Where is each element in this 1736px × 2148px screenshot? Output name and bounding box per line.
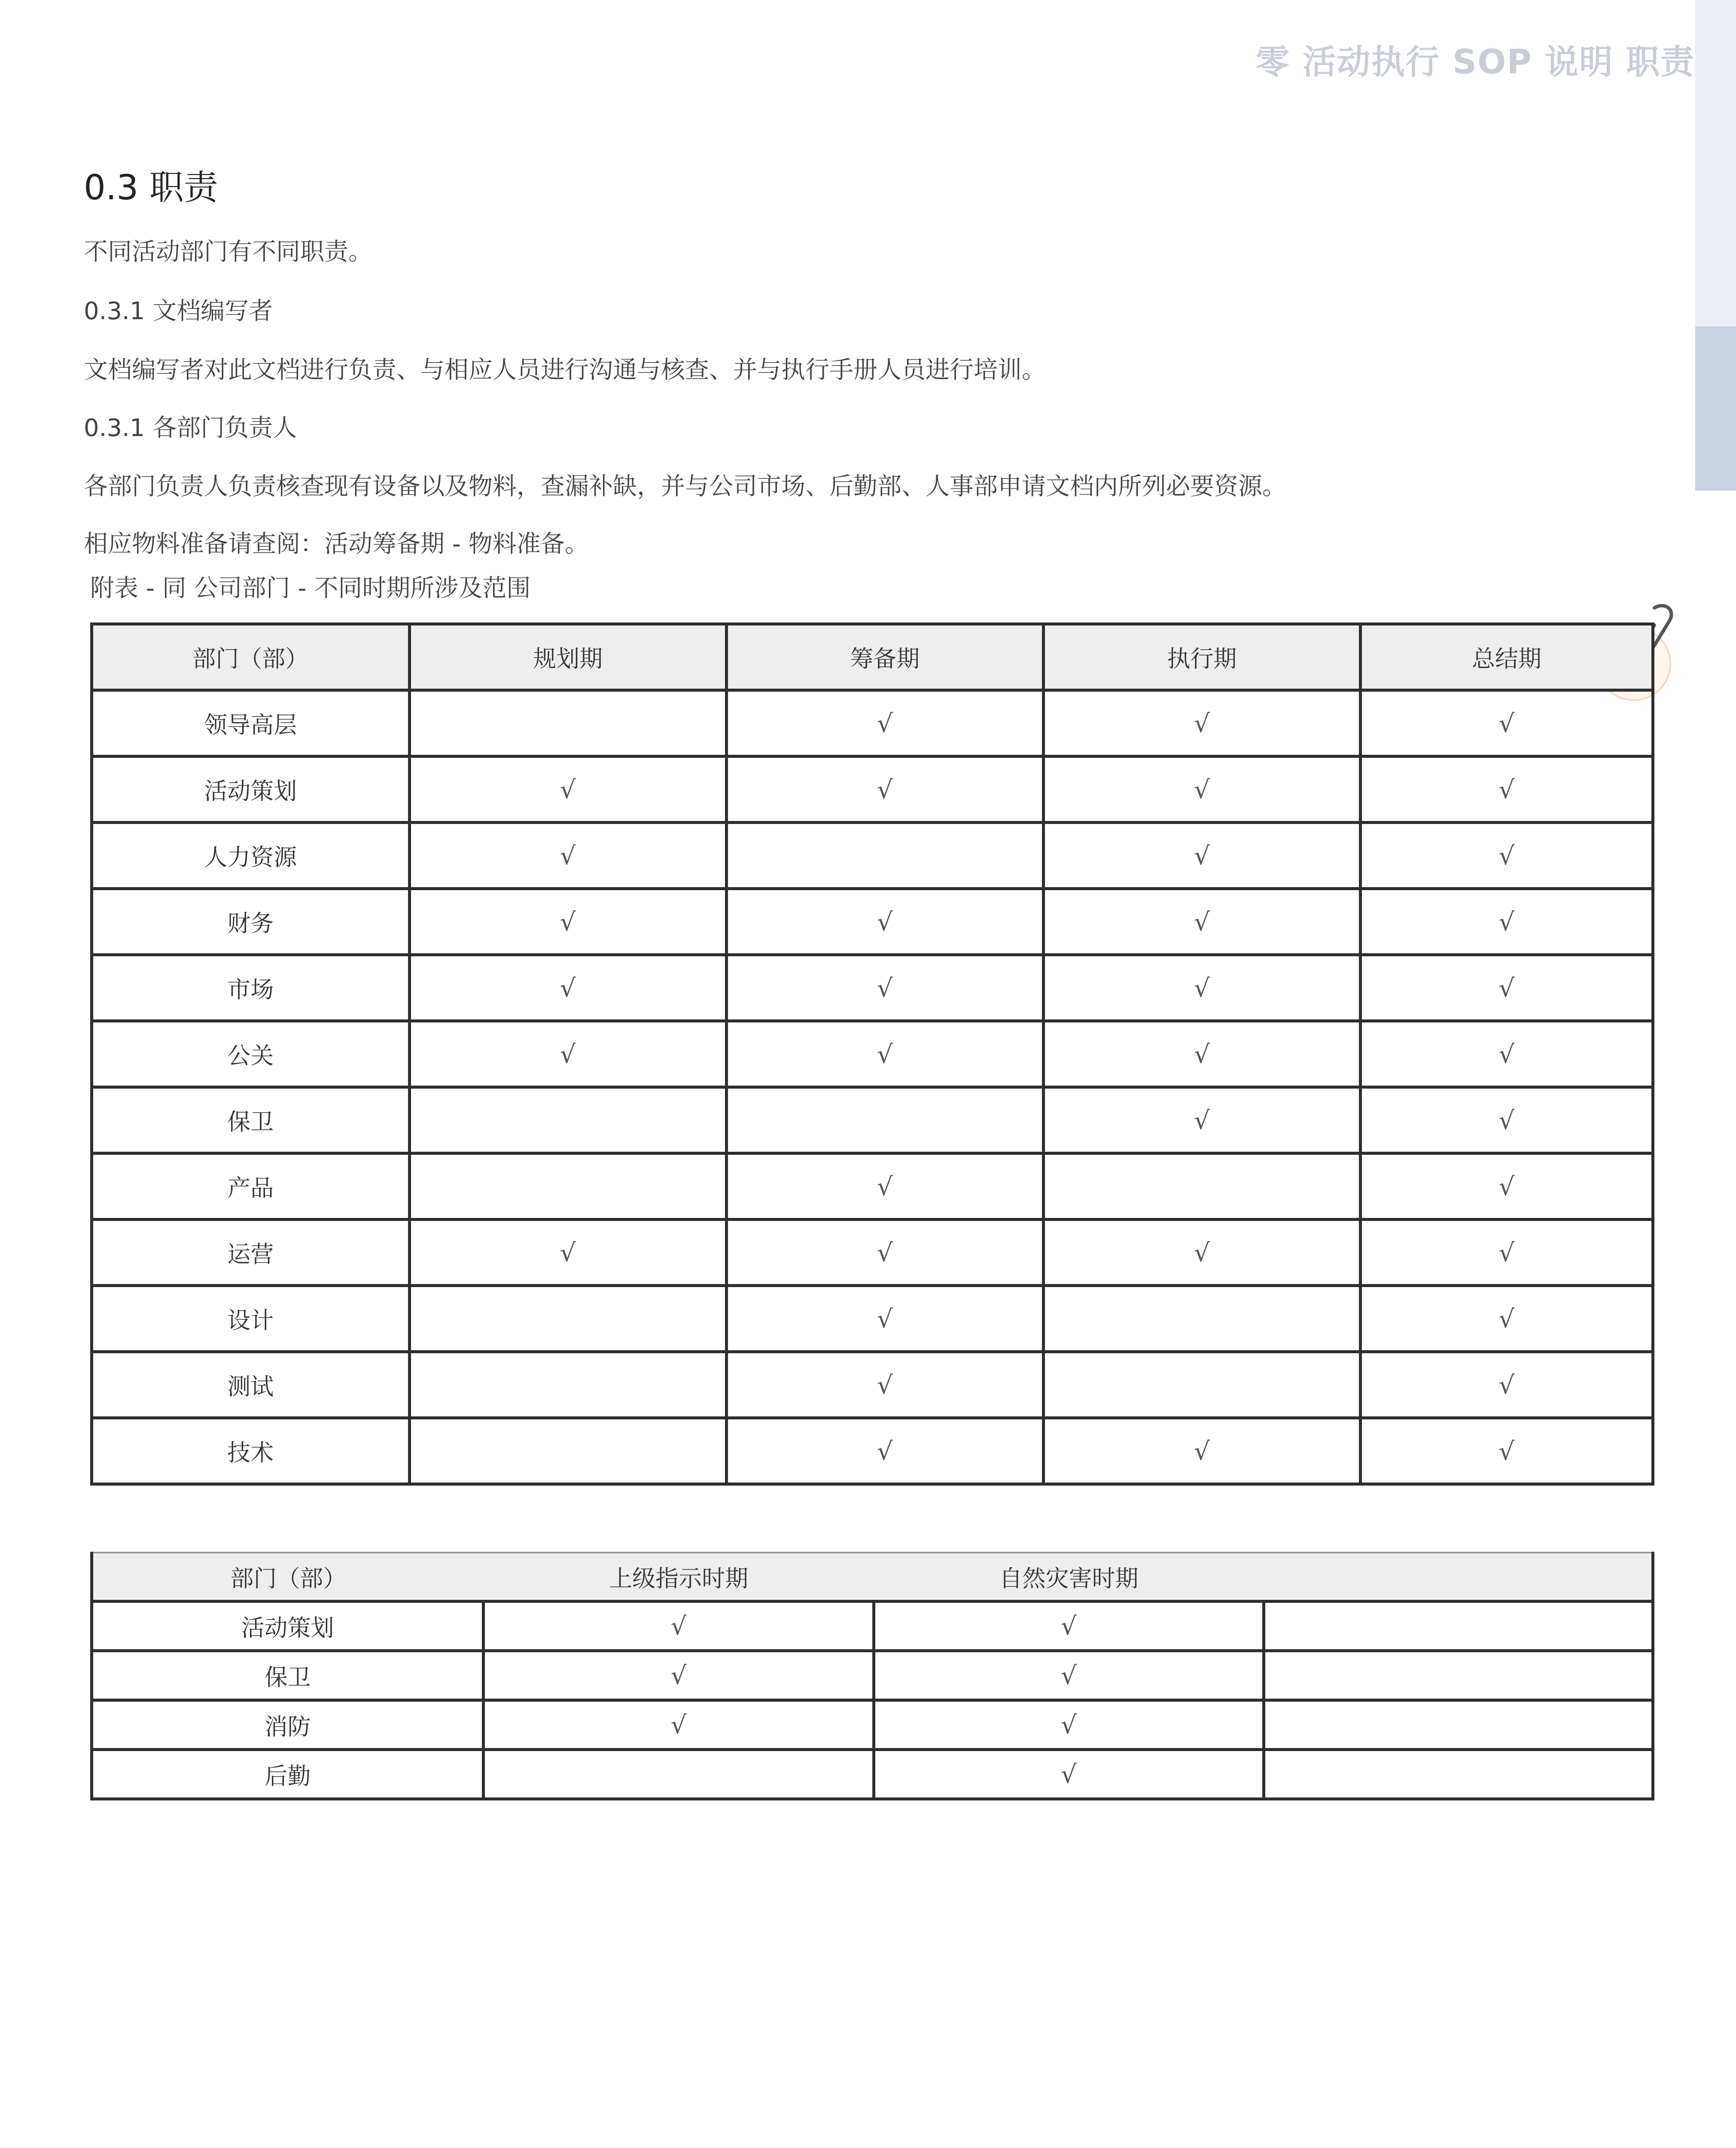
check-cell: √ bbox=[726, 1153, 1043, 1220]
intro-text: 不同活动部门有不同职责。 bbox=[84, 238, 372, 266]
check-cell: √ bbox=[726, 1220, 1043, 1286]
check-cell: √ bbox=[1043, 889, 1360, 955]
column-header bbox=[1264, 1553, 1653, 1602]
check-cell bbox=[1264, 1750, 1653, 1799]
check-cell: √ bbox=[1361, 1418, 1653, 1484]
table-row bbox=[92, 823, 1653, 889]
check-cell: √ bbox=[726, 1021, 1043, 1087]
check-cell bbox=[1043, 1352, 1360, 1418]
table-row bbox=[92, 1651, 1653, 1700]
department-cell: 消防 bbox=[92, 1700, 484, 1750]
check-cell: √ bbox=[1361, 1153, 1653, 1220]
table-row bbox=[92, 1352, 1653, 1418]
column-header: 总结期 bbox=[1361, 624, 1653, 690]
check-cell: √ bbox=[484, 1700, 874, 1750]
table-row bbox=[92, 1220, 1653, 1286]
table-row bbox=[92, 690, 1653, 757]
subsection-text-writer: 文档编写者对此文档进行负责、与相应人员进行沟通与核查、并与执行手册人员进行培训。 bbox=[84, 356, 1046, 384]
column-header: 筹备期 bbox=[726, 624, 1043, 690]
check-cell: √ bbox=[409, 1021, 726, 1087]
check-cell: √ bbox=[1043, 1220, 1360, 1286]
column-header: 上级指示时期 bbox=[484, 1553, 874, 1602]
running-header: 零 活动执行 SOP 说明 职责 bbox=[1255, 43, 1695, 82]
check-cell: √ bbox=[1043, 1087, 1360, 1153]
check-cell: √ bbox=[1361, 1220, 1653, 1286]
column-header: 自然灾害时期 bbox=[874, 1553, 1264, 1602]
check-cell bbox=[1043, 1286, 1360, 1352]
table-row bbox=[92, 757, 1653, 823]
check-cell: √ bbox=[874, 1700, 1264, 1750]
check-cell: √ bbox=[1361, 1087, 1653, 1153]
table-header-row bbox=[92, 1553, 1653, 1602]
check-cell: √ bbox=[409, 1220, 726, 1286]
departments-phases-table bbox=[90, 622, 1654, 1486]
department-cell: 设计 bbox=[92, 1286, 410, 1352]
check-cell: √ bbox=[409, 823, 726, 889]
check-cell: √ bbox=[1043, 690, 1360, 757]
check-cell: √ bbox=[1361, 823, 1653, 889]
check-cell bbox=[726, 1087, 1043, 1153]
side-tab-active bbox=[1695, 326, 1736, 491]
check-cell: √ bbox=[484, 1602, 874, 1651]
table-row bbox=[92, 1700, 1653, 1750]
check-cell bbox=[409, 1418, 726, 1484]
check-cell: √ bbox=[1361, 889, 1653, 955]
section-heading: 0.3 职责 bbox=[84, 168, 218, 207]
table-row bbox=[92, 1750, 1653, 1799]
check-cell: √ bbox=[409, 955, 726, 1021]
check-cell bbox=[409, 1352, 726, 1418]
column-header: 部门（部） bbox=[92, 1553, 484, 1602]
department-cell: 市场 bbox=[92, 955, 410, 1021]
check-cell bbox=[1043, 1153, 1360, 1220]
check-cell: √ bbox=[1043, 1418, 1360, 1484]
check-cell: √ bbox=[1361, 690, 1653, 757]
table-row bbox=[92, 1021, 1653, 1087]
department-cell: 技术 bbox=[92, 1418, 410, 1484]
department-cell: 公关 bbox=[92, 1021, 410, 1087]
column-header: 执行期 bbox=[1043, 624, 1360, 690]
check-cell bbox=[409, 1286, 726, 1352]
check-cell bbox=[409, 690, 726, 757]
emergency-periods-table bbox=[90, 1552, 1654, 1800]
check-cell: √ bbox=[726, 1352, 1043, 1418]
check-cell: √ bbox=[409, 889, 726, 955]
subsection-title-writer: 0.3.1 文档编写者 bbox=[84, 297, 273, 325]
check-cell: √ bbox=[1043, 1021, 1360, 1087]
check-cell: √ bbox=[1361, 1286, 1653, 1352]
department-cell: 产品 bbox=[92, 1153, 410, 1220]
department-cell: 运营 bbox=[92, 1220, 410, 1286]
reference-text: 相应物料准备请查阅：活动筹备期 - 物料准备。 bbox=[84, 530, 589, 558]
check-cell: √ bbox=[1043, 823, 1360, 889]
check-cell: √ bbox=[726, 889, 1043, 955]
department-cell: 后勤 bbox=[92, 1750, 484, 1799]
check-cell bbox=[484, 1750, 874, 1799]
subsection-title-heads: 0.3.1 各部门负责人 bbox=[84, 414, 297, 442]
side-tab-light bbox=[1695, 0, 1736, 326]
check-cell: √ bbox=[1361, 955, 1653, 1021]
check-cell: √ bbox=[1361, 1352, 1653, 1418]
check-cell: √ bbox=[726, 690, 1043, 757]
department-cell: 保卫 bbox=[92, 1651, 484, 1700]
check-cell: √ bbox=[726, 955, 1043, 1021]
check-cell bbox=[1264, 1700, 1653, 1750]
subsection-text-heads: 各部门负责人负责核查现有设备以及物料，查漏补缺，并与公司市场、后勤部、人事部申请文档内所列必要资源。 bbox=[84, 473, 1286, 500]
check-cell: √ bbox=[874, 1651, 1264, 1700]
check-cell: √ bbox=[726, 757, 1043, 823]
check-cell: √ bbox=[726, 1286, 1043, 1352]
table-header-row bbox=[92, 624, 1653, 690]
department-cell: 活动策划 bbox=[92, 757, 410, 823]
check-cell: √ bbox=[874, 1602, 1264, 1651]
column-header: 部门（部） bbox=[92, 624, 410, 690]
check-cell: √ bbox=[726, 1418, 1043, 1484]
table-row bbox=[92, 1418, 1653, 1484]
table-row bbox=[92, 1153, 1653, 1220]
check-cell bbox=[409, 1153, 726, 1220]
check-cell: √ bbox=[409, 757, 726, 823]
table-row bbox=[92, 1602, 1653, 1651]
check-cell: √ bbox=[1361, 1021, 1653, 1087]
check-cell bbox=[409, 1087, 726, 1153]
check-cell: √ bbox=[1043, 757, 1360, 823]
check-cell: √ bbox=[484, 1651, 874, 1700]
check-cell bbox=[1264, 1651, 1653, 1700]
check-cell bbox=[1264, 1602, 1653, 1651]
department-cell: 活动策划 bbox=[92, 1602, 484, 1651]
department-cell: 领导高层 bbox=[92, 690, 410, 757]
department-cell: 保卫 bbox=[92, 1087, 410, 1153]
table-row bbox=[92, 1286, 1653, 1352]
check-cell: √ bbox=[1043, 955, 1360, 1021]
department-cell: 测试 bbox=[92, 1352, 410, 1418]
table-row bbox=[92, 889, 1653, 955]
column-header: 规划期 bbox=[409, 624, 726, 690]
check-cell bbox=[726, 823, 1043, 889]
table-caption: 附表 - 同 公司部门 - 不同时期所涉及范围 bbox=[90, 574, 531, 602]
table-row bbox=[92, 955, 1653, 1021]
department-cell: 人力资源 bbox=[92, 823, 410, 889]
department-cell: 财务 bbox=[92, 889, 410, 955]
check-cell: √ bbox=[1361, 757, 1653, 823]
check-cell: √ bbox=[874, 1750, 1264, 1799]
table-row bbox=[92, 1087, 1653, 1153]
